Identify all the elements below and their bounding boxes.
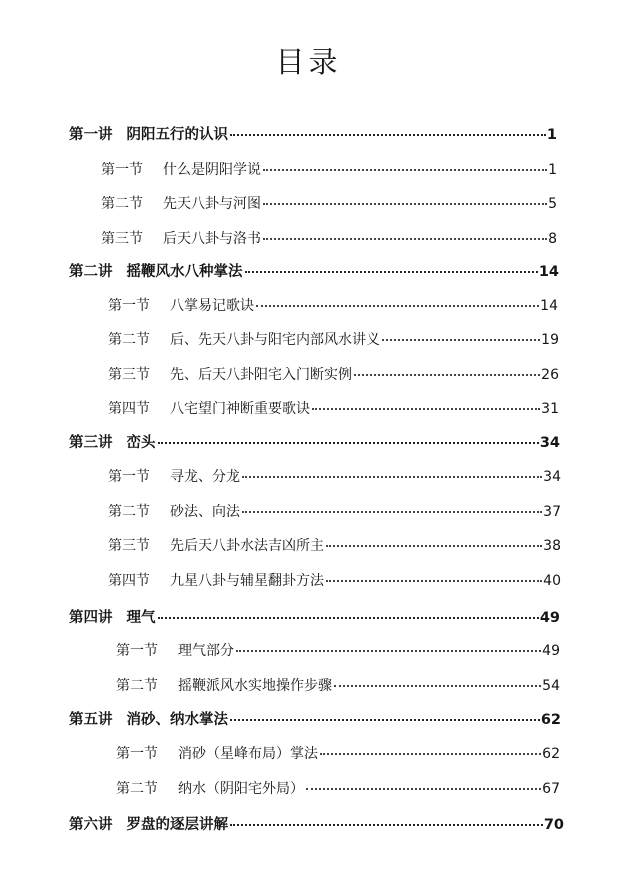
entry-title: 后天八卦与洛书 — [163, 231, 261, 247]
entry-page-number: 1 — [548, 162, 557, 178]
dot-leader — [236, 635, 541, 652]
dot-leader — [158, 602, 539, 619]
entry-label: 第一节 — [116, 643, 158, 659]
toc-chapter-entry[interactable] — [69, 605, 560, 627]
entry-title: 罗盘的逐层讲解 — [126, 817, 228, 833]
entry-title: 先、后天八卦阳宅入门断实例 — [170, 367, 352, 383]
dot-leader — [230, 809, 543, 826]
entry-page-number: 31 — [541, 401, 559, 417]
entry-page-number: 49 — [542, 643, 560, 659]
entry-title: 消砂（星峰布局）掌法 — [178, 746, 318, 762]
toc-section-entry[interactable] — [116, 638, 560, 660]
entry-label: 第一节 — [108, 298, 150, 314]
toc-section-entry[interactable] — [108, 533, 561, 555]
toc-section-entry[interactable] — [101, 226, 557, 248]
dot-leader — [245, 256, 538, 273]
entry-title: 九星八卦与辅星翻卦方法 — [170, 573, 324, 589]
entry-label: 第四节 — [108, 573, 150, 589]
toc-section-entry[interactable] — [108, 293, 558, 315]
toc-section-entry[interactable] — [108, 499, 561, 521]
dot-leader — [230, 119, 546, 136]
dot-leader — [263, 223, 547, 240]
entry-label: 第四节 — [108, 401, 150, 417]
entry-title: 理气部分 — [178, 643, 234, 659]
entry-title: 阴阳五行的认识 — [126, 127, 228, 143]
toc-section-entry[interactable] — [108, 362, 559, 384]
entry-title: 峦头 — [126, 435, 156, 451]
page-title: 目录 — [275, 45, 342, 79]
entry-title: 砂法、向法 — [170, 504, 240, 520]
toc-chapter-entry[interactable] — [69, 122, 557, 144]
entry-label: 第三节 — [108, 538, 150, 554]
entry-page-number: 38 — [543, 538, 561, 554]
dot-leader — [263, 154, 547, 171]
toc-chapter-entry[interactable] — [69, 259, 559, 281]
entry-label: 第三讲 — [69, 435, 113, 451]
toc-section-entry[interactable] — [116, 776, 560, 798]
dot-leader — [256, 290, 539, 307]
dot-leader — [242, 496, 542, 513]
toc-section-entry[interactable] — [108, 396, 559, 418]
entry-page-number: 14 — [540, 298, 558, 314]
dot-leader — [158, 427, 539, 444]
entry-page-number: 54 — [542, 678, 560, 694]
entry-label: 第一节 — [101, 162, 143, 178]
entry-title: 理气 — [126, 610, 156, 626]
toc-section-entry[interactable] — [116, 741, 560, 763]
toc-section-entry[interactable] — [116, 673, 560, 695]
entry-label: 第一讲 — [69, 127, 113, 143]
entry-title: 什么是阴阳学说 — [163, 162, 261, 178]
entry-page-number: 40 — [543, 573, 561, 589]
entry-label: 第六讲 — [69, 817, 113, 833]
entry-page-number: 62 — [540, 712, 561, 728]
entry-page-number: 37 — [543, 504, 561, 520]
toc-chapter-entry[interactable] — [69, 707, 561, 729]
toc-section-entry[interactable] — [101, 157, 557, 179]
entry-page-number: 49 — [539, 610, 560, 626]
entry-label: 第二节 — [101, 196, 143, 212]
entry-label: 第二节 — [108, 332, 150, 348]
toc-section-entry[interactable] — [108, 568, 561, 590]
entry-page-number: 70 — [543, 817, 564, 833]
entry-page-number: 67 — [542, 781, 560, 797]
entry-title: 消砂、纳水掌法 — [126, 712, 228, 728]
entry-page-number: 34 — [539, 435, 560, 451]
entry-title: 先天八卦与河图 — [163, 196, 261, 212]
entry-title: 先后天八卦水法吉凶所主 — [170, 538, 324, 554]
dot-leader — [230, 704, 540, 721]
entry-page-number: 5 — [548, 196, 557, 212]
dot-leader — [326, 530, 542, 547]
dot-leader — [326, 565, 542, 582]
entry-title: 纳水（阴阳宅外局） — [178, 781, 304, 797]
entry-title: 八掌易记歌诀 — [170, 298, 254, 314]
entry-page-number: 1 — [546, 127, 557, 143]
entry-title: 摇鞭派风水实地操作步骤 — [178, 678, 332, 694]
entry-label: 第二节 — [116, 678, 158, 694]
entry-label: 第三节 — [101, 231, 143, 247]
toc-section-entry[interactable] — [101, 191, 557, 213]
entry-label: 第一节 — [108, 469, 150, 485]
entry-page-number: 34 — [543, 469, 561, 485]
entry-label: 第二讲 — [69, 264, 113, 280]
entry-page-number: 8 — [548, 231, 557, 247]
toc-chapter-entry[interactable] — [69, 430, 560, 452]
entry-label: 第二节 — [108, 504, 150, 520]
toc-section-entry[interactable] — [108, 327, 559, 349]
entry-label: 第一节 — [116, 746, 158, 762]
entry-page-number: 62 — [542, 746, 560, 762]
dot-leader — [320, 738, 541, 755]
dot-leader — [354, 359, 540, 376]
entry-title: 八宅望门神断重要歌诀 — [170, 401, 310, 417]
entry-page-number: 14 — [538, 264, 559, 280]
entry-label: 第二节 — [116, 781, 158, 797]
dot-leader — [334, 670, 541, 687]
entry-page-number: 19 — [541, 332, 559, 348]
toc-chapter-entry[interactable] — [69, 812, 564, 834]
dot-leader — [312, 393, 540, 410]
dot-leader — [306, 773, 541, 790]
entry-label: 第四讲 — [69, 610, 113, 626]
dot-leader — [263, 188, 547, 205]
dot-leader — [242, 461, 542, 478]
entry-title: 摇鞭风水八种掌法 — [126, 264, 243, 280]
entry-title: 后、先天八卦与阳宅内部风水讲义 — [170, 332, 380, 348]
entry-label: 第三节 — [108, 367, 150, 383]
entry-label: 第五讲 — [69, 712, 113, 728]
toc-section-entry[interactable] — [108, 464, 561, 486]
entry-title: 寻龙、分龙 — [170, 469, 240, 485]
dot-leader — [382, 324, 540, 341]
entry-page-number: 26 — [541, 367, 559, 383]
